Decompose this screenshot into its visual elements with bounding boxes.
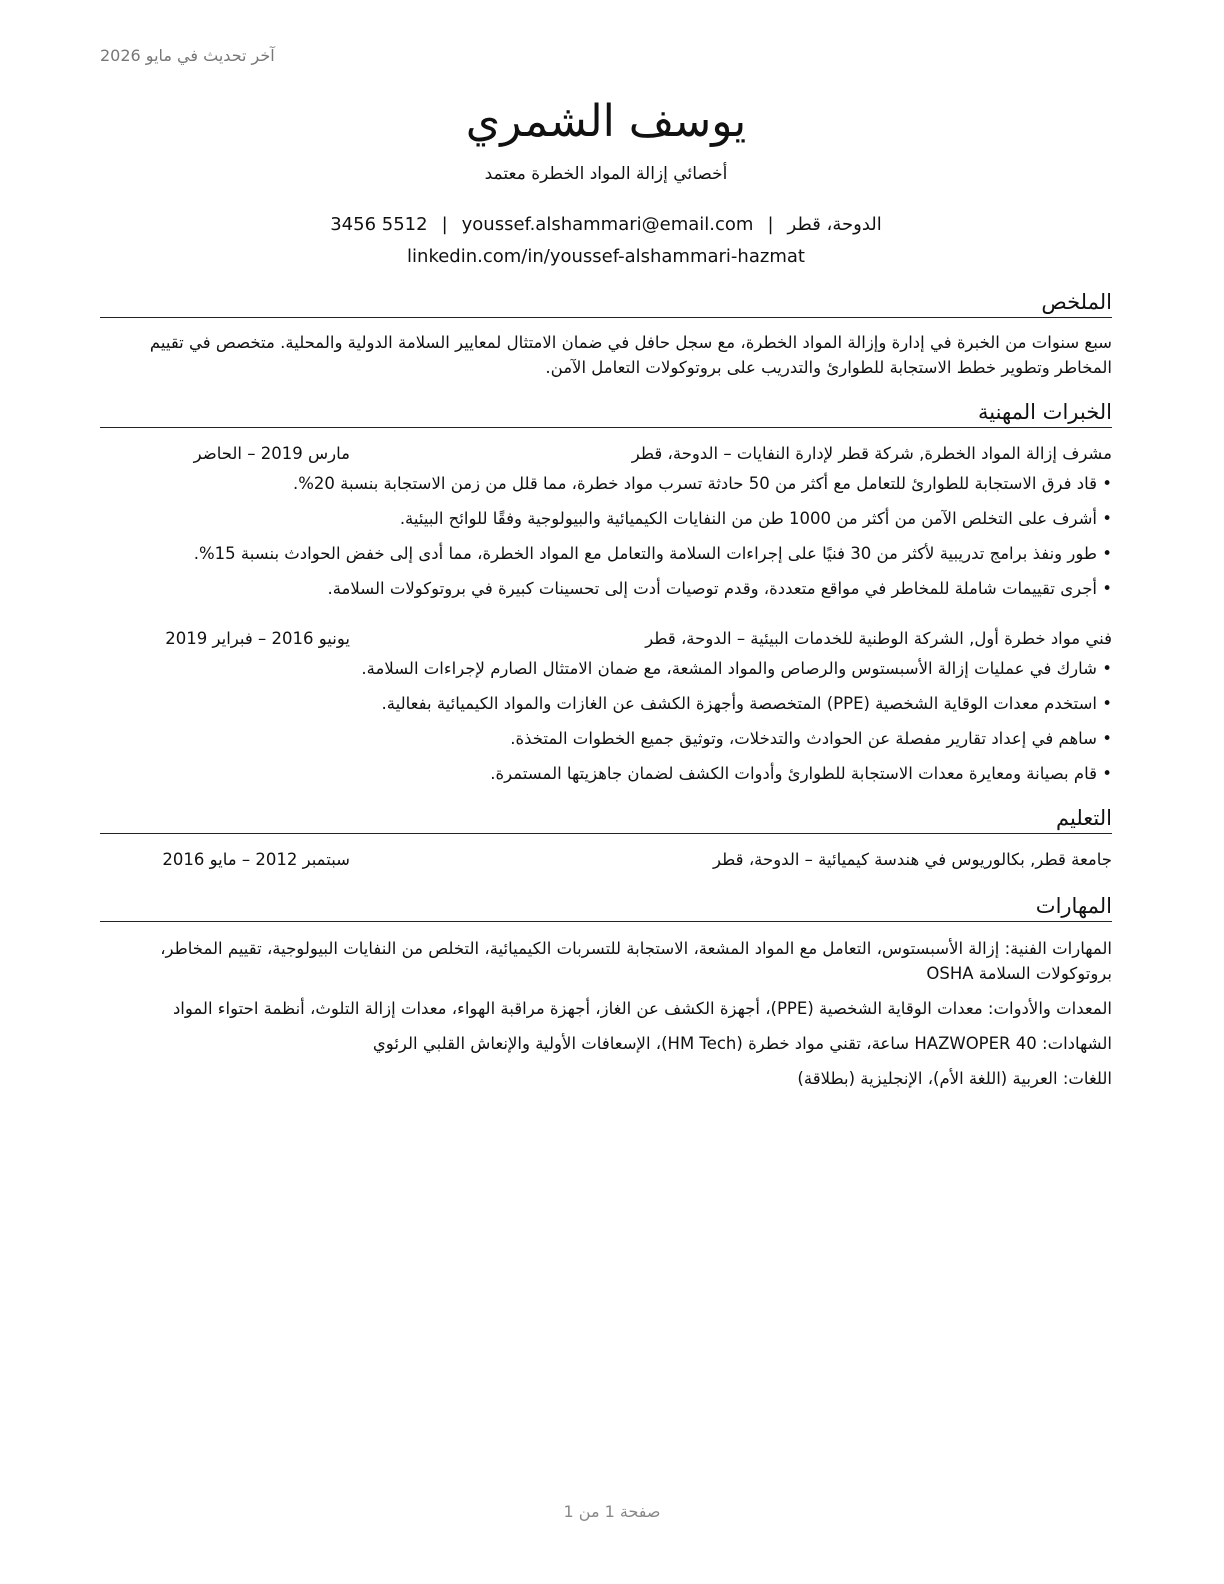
education-line: جامعة قطر, بكالوريوس في هندسة كيميائية – الدوحة، قطر — [713, 850, 1112, 869]
job-header — [100, 625, 1112, 653]
contact-location: الدوحة، قطر — [787, 214, 882, 235]
skill-line: الشهادات: HAZWOPER 40 ساعة، تقني مواد خطرة (HM Tech)، الإسعافات الأولية والإنعاش القلبي الرئوي — [372, 1034, 1112, 1053]
contact-email[interactable]: youssef.alshammari@email.com — [461, 214, 754, 235]
contact-phone: 3456 5512 — [330, 214, 428, 235]
contact-separator: | — [441, 214, 448, 235]
summary-text: سبع سنوات من الخبرة في إدارة وإزالة المواد الخطرة، مع سجل حافل في ضمان الامتثال لمعايير السلامة الدولية والمحلية. متخصص في تقييم المخاطر وتطوير خطط الاستجابة للطوارئ والتدريب على بروتوكولات التعامل الآمن. — [149, 333, 1112, 377]
skills-list — [100, 936, 1112, 1091]
job-role-line: فني مواد خطرة أول, الشركة الوطنية للخدمات البيئية – الدوحة، قطر — [645, 629, 1112, 648]
job-entry — [100, 440, 1112, 601]
job-dates: مارس 2019 – الحاضر — [193, 444, 350, 463]
summary-section — [100, 288, 1112, 380]
skills-section — [100, 892, 1112, 1091]
job-bullet: • ساهم في إعداد تقارير مفصلة عن الحوادث والتدخلات، وتوثيق جميع الخطوات المتخذة. — [100, 726, 1112, 751]
section-heading-summary: الملخص — [100, 288, 1112, 318]
page-indicator: صفحة 1 من 1 — [563, 1502, 661, 1521]
job-bullet: • أشرف على التخلص الآمن من أكثر من 1000 طن من النفايات الكيميائية والبيولوجية وفقًا للوائح البيئية. — [100, 506, 1112, 531]
experience-section — [100, 398, 1112, 786]
last-updated-note: آخر تحديث في مايو 2026 — [100, 46, 275, 65]
section-heading-experience: الخبرات المهنية — [100, 398, 1112, 428]
job-bullet: • أجرى تقييمات شاملة للمخاطر في مواقع متعددة، وقدم توصيات أدت إلى تحسينات كبيرة في بروتوكولات السلامة. — [100, 576, 1112, 601]
candidate-name: يوسف الشمري — [465, 96, 747, 147]
contact-separator: | — [767, 214, 774, 235]
job-bullet: • قاد فرق الاستجابة للطوارئ للتعامل مع أكثر من 50 حادثة تسرب مواد خطرة، مما قلل من زمن الاستجابة بنسبة 20%. — [100, 471, 1112, 496]
job-bullet: • طور ونفذ برامج تدريبية لأكثر من 30 فنيًا على إجراءات السلامة والتعامل مع المواد الخطرة، مما أدى إلى خفض الحوادث بنسبة 15%. — [100, 541, 1112, 566]
skill-line: المهارات الفنية: إزالة الأسبستوس، التعامل مع المواد المشعة، الاستجابة للتسربات الكيميائية، التخلص من النفايات البيولوجية، تقييم المخاطر، بروتوكولات السلامة OSHA — [160, 939, 1112, 983]
education-dates: سبتمبر 2012 – مايو 2016 — [162, 850, 350, 869]
job-role-line: مشرف إزالة المواد الخطرة, شركة قطر لإدارة النفايات – الدوحة، قطر — [631, 444, 1112, 463]
resume-content — [100, 0, 1112, 1091]
resume-header — [100, 0, 1112, 270]
section-heading-skills: المهارات — [100, 892, 1112, 922]
skill-line: المعدات والأدوات: معدات الوقاية الشخصية (PPE)، أجهزة الكشف عن الغاز، أجهزة مراقبة الهواء، معدات إزالة التلوث، أنظمة احتواء المواد — [172, 999, 1112, 1018]
job-bullets — [100, 471, 1112, 601]
job-dates: يونيو 2016 – فبراير 2019 — [165, 629, 350, 648]
education-section — [100, 804, 1112, 874]
job-bullet: • قام بصيانة ومعايرة معدات الاستجابة للطوارئ وأدوات الكشف لضمان جاهزيتها المستمرة. — [100, 761, 1112, 786]
section-heading-education: التعليم — [100, 804, 1112, 834]
education-entry — [100, 846, 1112, 874]
candidate-title: أخصائي إزالة المواد الخطرة معتمد — [484, 164, 728, 184]
contact-line — [100, 212, 1112, 238]
job-bullet: • استخدم معدات الوقاية الشخصية (PPE) المتخصصة وأجهزة الكشف عن الغازات والمواد الكيميائية بفعالية. — [100, 691, 1112, 716]
job-entry — [100, 625, 1112, 786]
job-bullet: • شارك في عمليات إزالة الأسبستوس والرصاص والمواد المشعة، مع ضمان الامتثال الصارم لإجراءات السلامة. — [100, 656, 1112, 681]
job-header — [100, 440, 1112, 468]
skill-line: اللغات: العربية (اللغة الأم)، الإنجليزية (بطلاقة) — [797, 1069, 1112, 1088]
job-bullets — [100, 656, 1112, 786]
linkedin-link[interactable]: linkedin.com/in/youssef-alshammari-hazmat — [407, 246, 805, 267]
